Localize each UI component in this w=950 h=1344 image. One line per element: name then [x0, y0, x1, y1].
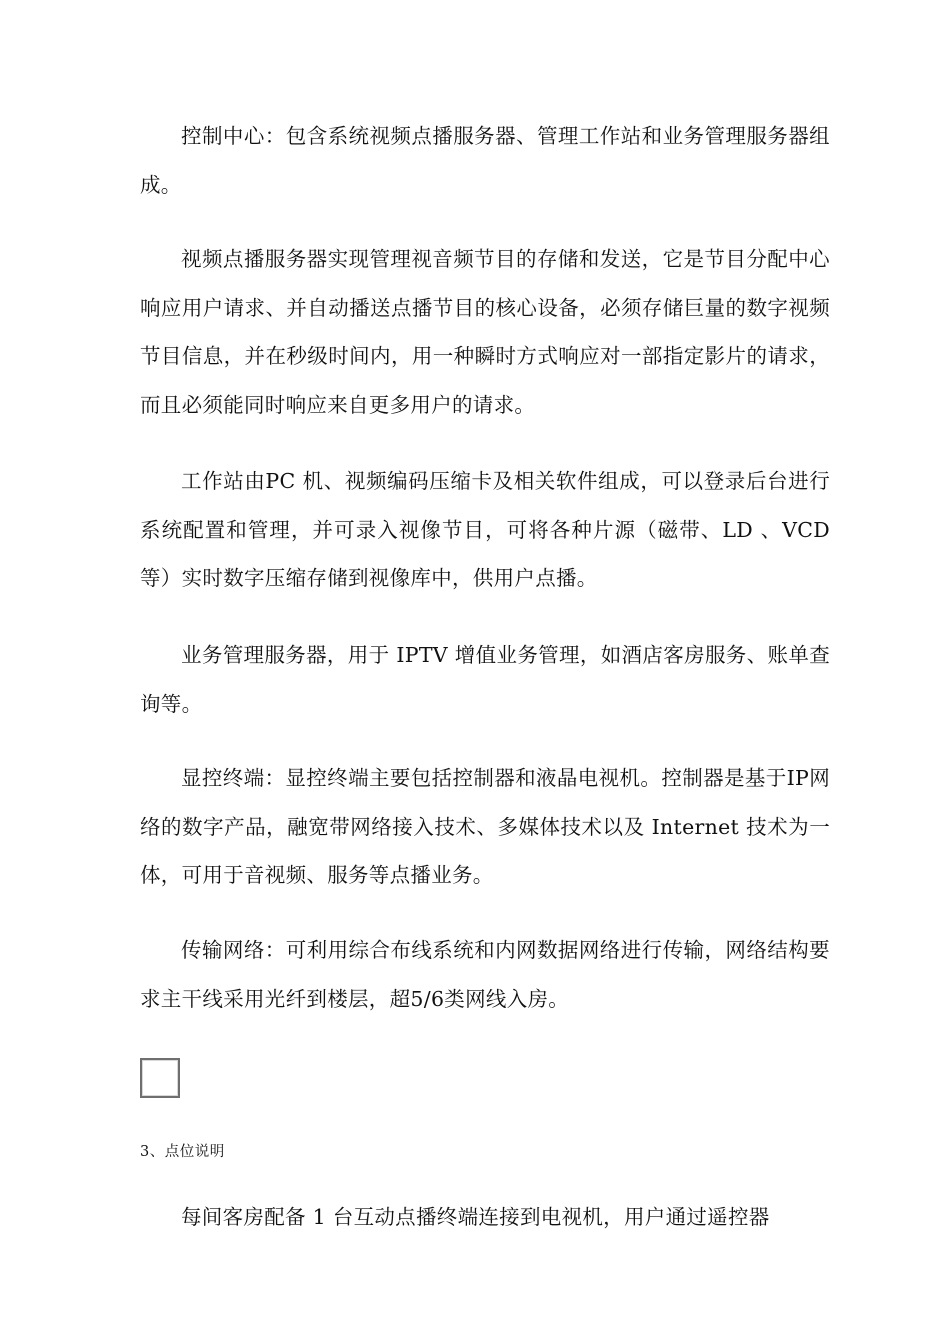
paragraph-transmission-network: 传输网络：可利用综合布线系统和内网数据网络进行传输，网络结构要求主干线采用光纤到楼层，超5/6类网线入房。: [140, 938, 830, 1011]
paragraph-business-server: 业务管理服务器，用于 IPTV 增值业务管理，如酒店客房服务、账单查询等。: [140, 643, 830, 716]
paragraph-vod-server: 视频点播服务器实现管理视音频节目的存储和发送，它是节目分配中心响应用户请求、并自动播送点播节目的核心设备，必须存储巨量的数字视频节目信息，并在秒级时间内，用一种瞬时方式响应对一部指定影片的请求，而且必须能同时响应来自更多用户的请求。: [140, 247, 830, 417]
paragraph-point-description: 每间客房配备 1 台互动点播终端连接到电视机，用户通过遥控器: [181, 1205, 770, 1229]
image-placeholder-icon: [140, 1058, 180, 1098]
paragraph-display-terminal: 显控终端：显控终端主要包括控制器和液晶电视机。控制器是基于IP网络的数字产品，融宽带网络接入技术、多媒体技术以及 Internet 技术为一体，可用于音视频、服务等点播业务。: [140, 766, 830, 887]
paragraph-workstation: 工作站由PC 机、视频编码压缩卡及相关软件组成，可以登录后台进行系统配置和管理，并可录入视像节目，可将各种片源（磁带、LD 、VCD 等）实时数字压缩存储到视像库中，供用户点播。: [140, 469, 830, 590]
paragraph-control-center: 控制中心：包含系统视频点播服务器、管理工作站和业务管理服务器组成。: [140, 124, 830, 197]
section-heading: 3、点位说明: [140, 1144, 225, 1160]
